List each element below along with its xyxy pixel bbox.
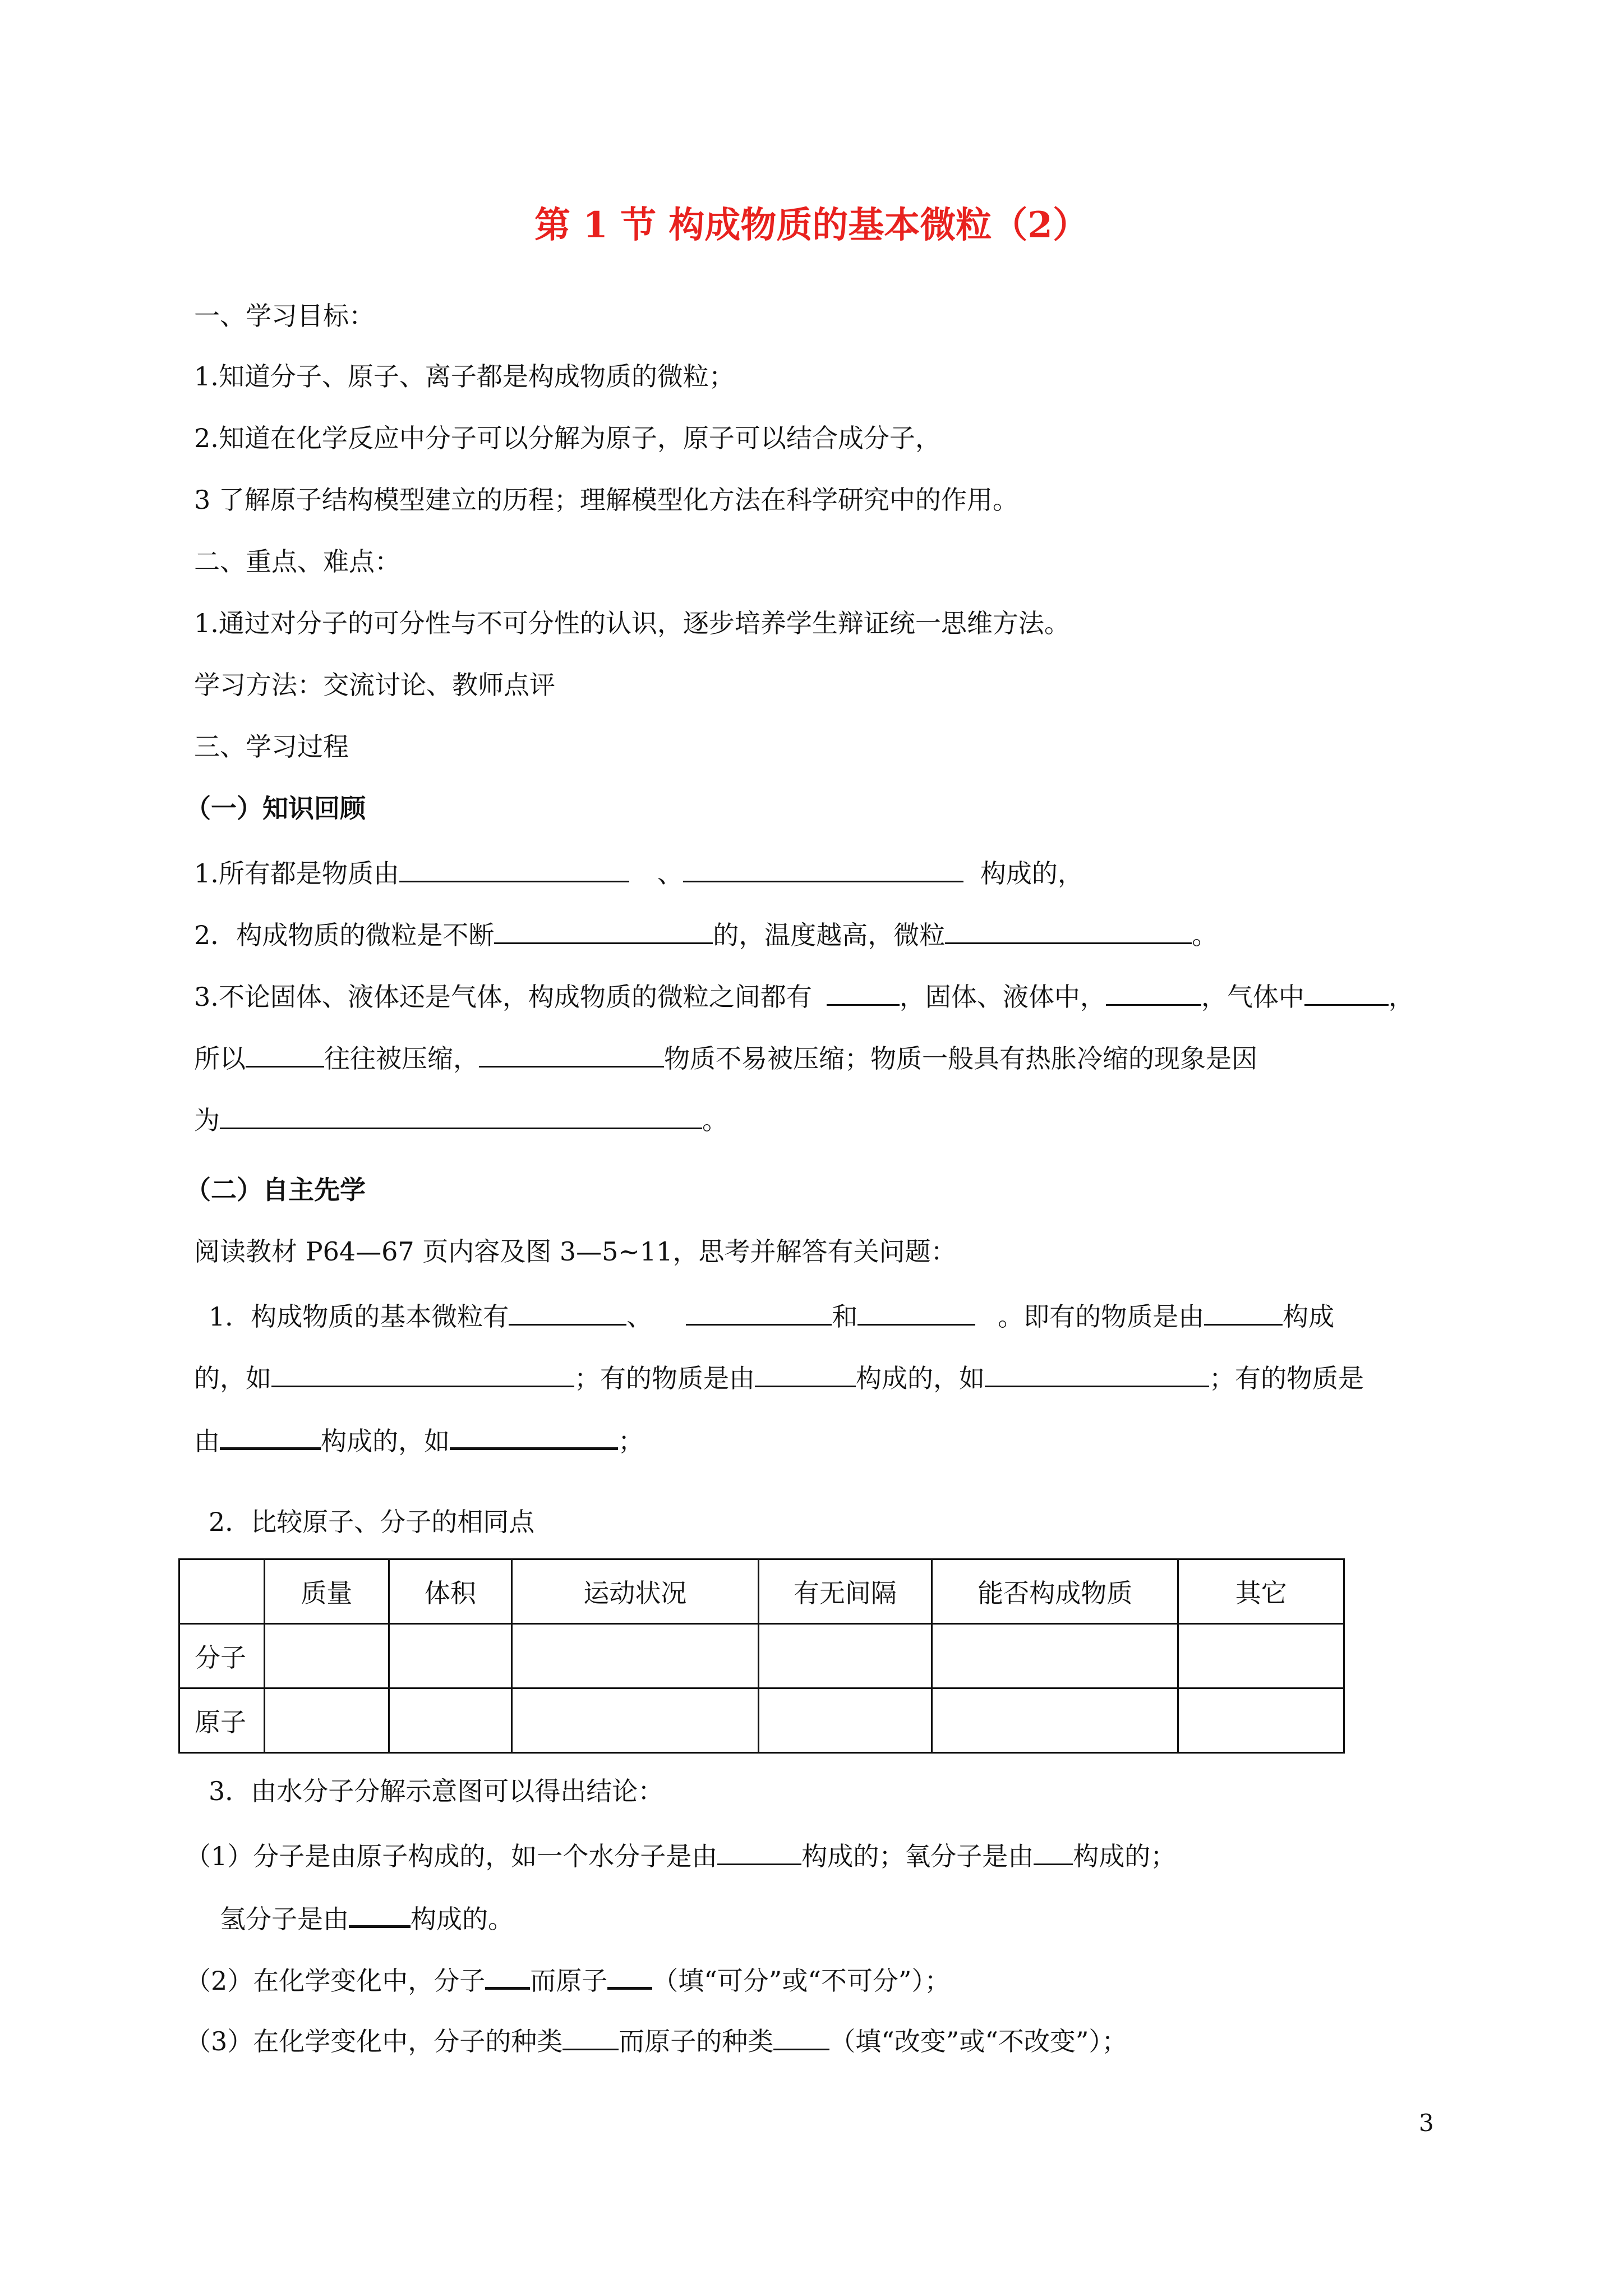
part1-heading: （一）知识回顾 (185, 793, 366, 823)
answer-blank[interactable] (479, 1042, 664, 1068)
answer-blank[interactable] (246, 1042, 324, 1068)
table-header-cell: 其它 (1178, 1559, 1344, 1624)
table-header-cell: 能否构成物质 (932, 1559, 1178, 1624)
reading-instruction: 阅读教材 P64—67 页内容及图 3—5~11，思考并解答有关问题： (194, 1236, 957, 1267)
objective-3: 3 了解原子结构模型建立的历程；理解模型化方法在科学研究中的作用。 (194, 485, 1018, 515)
answer-blank[interactable] (399, 857, 629, 882)
table-cell[interactable] (389, 1688, 512, 1753)
answer-blank[interactable] (1204, 1300, 1283, 1326)
table-cell[interactable] (932, 1624, 1178, 1688)
table-cell[interactable] (1178, 1688, 1344, 1753)
table-row (179, 1624, 1344, 1688)
table-header-cell (179, 1559, 265, 1624)
compare-label: 2．比较原子、分子的相同点 (209, 1507, 535, 1537)
page-number: 3 (1419, 2109, 1434, 2137)
review-q3-line3: 为 。 (194, 1105, 728, 1135)
answer-blank[interactable] (683, 857, 963, 882)
table-cell[interactable] (758, 1624, 932, 1688)
section2-heading: 二、重点、难点： (194, 546, 400, 577)
table-cell[interactable] (389, 1624, 512, 1688)
answer-blank[interactable] (509, 1300, 626, 1326)
answer-blank[interactable] (985, 1362, 1209, 1387)
learning-method: 学习方法：交流讨论、教师点评 (194, 670, 555, 700)
table-cell[interactable] (932, 1688, 1178, 1753)
answer-blank[interactable] (494, 919, 713, 944)
answer-blank[interactable] (717, 1840, 801, 1865)
objective-2: 2.知道在化学反应中分子可以分解为原子，原子可以结合成分子， (194, 423, 941, 453)
self-study-q1-line1: 1．构成物质的基本微粒有 、 和 。即有的物质是由 构成 (209, 1301, 1335, 1332)
review-q3-line1: 3.不论固体、液体还是气体，构成物质的微粒之间都有 ，固体、液体中， ，气体中 ， (194, 982, 1414, 1012)
part2-heading: （二）自主先学 (185, 1175, 366, 1205)
answer-blank[interactable] (1304, 981, 1389, 1006)
section3-heading: 三、学习过程 (194, 731, 349, 762)
answer-blank[interactable] (271, 1362, 574, 1387)
table-cell[interactable] (758, 1688, 932, 1753)
objective-1: 1.知道分子、原子、离子都是构成物质的微粒； (194, 361, 735, 392)
conclusion-label: 3．由水分子分解示意图可以得出结论： (209, 1776, 664, 1806)
answer-blank[interactable] (945, 919, 1192, 944)
review-q2: 2．构成物质的微粒是不断 的，温度越高，微粒 。 (194, 920, 1218, 950)
table-header-cell: 质量 (264, 1559, 389, 1624)
answer-blank[interactable] (1034, 1840, 1073, 1865)
conclusion-2: （2）在化学变化中，分子 而原子 （填“可分”或“不可分”）； (185, 1963, 950, 1994)
answer-blank[interactable] (220, 1424, 321, 1450)
table-cell[interactable] (512, 1624, 758, 1688)
table-header-cell: 运动状况 (512, 1559, 758, 1624)
answer-blank[interactable] (485, 1963, 530, 1990)
row-label: 分子 (179, 1624, 265, 1688)
answer-blank[interactable] (450, 1424, 618, 1450)
table-cell[interactable] (1178, 1624, 1344, 1688)
row-label: 原子 (179, 1688, 265, 1753)
table-header-cell: 有无间隔 (758, 1559, 932, 1624)
answer-blank[interactable] (349, 1902, 411, 1928)
self-study-q1-line2: 的，如 ；有的物质是由 构成的，如 ；有的物质是 (194, 1363, 1364, 1393)
answer-blank[interactable] (220, 1104, 702, 1129)
conclusion-1b: 氢分子是由 构成的。 (220, 1902, 514, 1932)
table-cell[interactable] (264, 1624, 389, 1688)
answer-blank[interactable] (607, 1963, 652, 1990)
table-header-row (179, 1559, 1344, 1624)
answer-blank[interactable] (773, 2025, 829, 2050)
answer-blank[interactable] (562, 2025, 619, 2050)
table-row (179, 1688, 1344, 1753)
review-q1: 1.所有都是物质由 、 构成的， (194, 858, 1083, 889)
answer-blank[interactable] (857, 1300, 975, 1326)
answer-blank[interactable] (1106, 981, 1201, 1006)
conclusion-1: （1）分子是由原子构成的，如一个水分子是由 构成的；氧分子是由 构成的； (185, 1841, 1177, 1871)
comparison-table (178, 1558, 1345, 1754)
keypoint-1: 1.通过对分子的可分性与不可分性的认识，逐步培养学生辩证统一思维方法。 (194, 608, 1070, 638)
answer-blank[interactable] (827, 981, 900, 1006)
self-study-q1-line3: 由 构成的，如 ； (194, 1424, 644, 1454)
conclusion-3: （3）在化学变化中，分子的种类 而原子的种类 （填“改变”或“不改变”）； (185, 2026, 1128, 2056)
review-q3-line2: 所以 往往被压缩， 物质不易被压缩；物质一般具有热胀冷缩的现象是因 (194, 1043, 1257, 1074)
answer-blank[interactable] (686, 1300, 832, 1326)
table-cell[interactable] (512, 1688, 758, 1753)
answer-blank[interactable] (755, 1362, 856, 1387)
page-title: 第 1 节 构成物质的基本微粒（2） (534, 204, 1089, 246)
table-cell[interactable] (264, 1688, 389, 1753)
table-header-cell: 体积 (389, 1559, 512, 1624)
section1-heading: 一、学习目标： (194, 301, 375, 331)
